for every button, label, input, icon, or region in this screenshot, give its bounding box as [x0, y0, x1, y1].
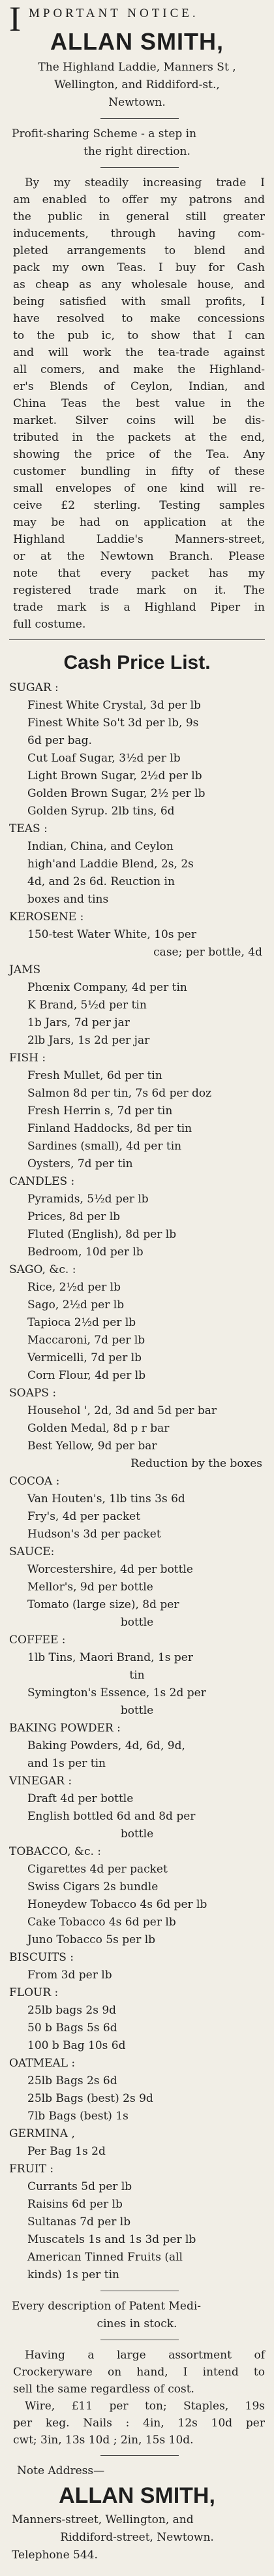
price-item: 4d, and 2s 6d. Reuction in: [27, 875, 175, 888]
body-line: the public in general still greater: [13, 210, 265, 223]
price-item: 7lb Bags (best) 1s: [27, 2110, 129, 2123]
price-item: Per Bag 1s 2d: [27, 2145, 106, 2158]
divider: [100, 2455, 179, 2456]
price-item: Van Houten's, 1lb tins 3s 6d: [27, 1492, 185, 1505]
price-item: 150-test Water White, 10s per: [27, 928, 196, 941]
body-line: Highland Laddie's Manners-street,: [13, 533, 265, 546]
price-item: Raisins 6d per lb: [27, 2198, 123, 2211]
telephone: Telephone 544.: [12, 2549, 98, 2562]
price-category: BAKING POWDER :: [9, 1722, 121, 1735]
body-line: inducements, through having com-: [13, 227, 265, 240]
price-item: Corn Flour, 4d per lb: [27, 1369, 146, 1382]
price-category: TEAS :: [9, 822, 48, 835]
price-item: 1lb Tins, Maori Brand, 1s per: [27, 1651, 193, 1664]
closing-line: sell the same regardless of cost.: [13, 2383, 194, 2396]
price-category: KEROSENE :: [9, 910, 84, 924]
body-line: ceive £2 sterling. Testing samples: [13, 499, 265, 512]
price-item: Tomato (large size), 8d per: [27, 1598, 179, 1611]
price-item: Draft 4d per bottle: [27, 1792, 134, 1805]
closing-line: cwt; 3in, 13s 10d ; 2in, 15s 10d.: [13, 2434, 194, 2447]
footer-address: Manners-street, Wellington, and: [12, 2513, 194, 2526]
price-item: 50 b Bags 5s 6d: [27, 2021, 117, 2035]
price-category: GERMINA ,: [9, 2127, 75, 2140]
price-item: boxes and tins: [27, 893, 109, 906]
price-item: Prices, 8d per lb: [27, 1210, 121, 1223]
address-line: Newtown.: [108, 96, 166, 109]
price-category: SAUCE:: [9, 1545, 55, 1558]
patent-medicines-line: cines in stock.: [97, 2317, 177, 2330]
notice-title: MPORTANT NOTICE.: [29, 7, 199, 20]
price-item: Fluted (English), 8d per lb: [27, 1228, 177, 1241]
price-category: FISH :: [9, 1052, 46, 1065]
price-item: From 3d per lb: [27, 1969, 112, 1982]
merchant-name-footer: ALLAN SMITH,: [59, 2483, 215, 2508]
address-line: The Highland Laddie, Manners St ,: [38, 61, 236, 74]
price-category: COFFEE :: [9, 1634, 66, 1647]
price-category: FLOUR :: [9, 1986, 59, 1999]
closing-line: Crockeryware on hand, I intend to: [13, 2366, 265, 2379]
price-item: Cut Loaf Sugar, 3½d per lb: [27, 752, 181, 765]
price-category: SOAPS :: [9, 1387, 57, 1400]
price-item: Cake Tobacco 4s 6d per lb: [27, 1916, 176, 1929]
body-line: By my steadily increasing trade I: [25, 176, 265, 189]
price-item: Maccaroni, 7d per lb: [27, 1334, 145, 1347]
price-item: 1b Jars, 7d per jar: [27, 1016, 130, 1029]
body-line: pack my own Teas. I buy for Cash: [13, 261, 265, 274]
body-line: full costume.: [13, 618, 86, 631]
price-item: 100 b Bag 10s 6d: [27, 2039, 126, 2052]
price-item: case; per bottle, 4d: [153, 946, 262, 959]
price-item: American Tinned Fruits (all: [27, 2251, 183, 2264]
closing-line: Wire, £11 per ton; Staples, 19s: [25, 2400, 265, 2413]
price-list: [9, 679, 265, 2284]
body-line: China Teas the best value in the: [13, 397, 265, 410]
body-line: and will work the tea-trade against: [13, 346, 265, 359]
body-line: have resolved to make concessions: [13, 312, 265, 325]
price-item: Tapioca 2½d per lb: [27, 1316, 136, 1329]
divider: [9, 639, 265, 640]
price-list-title: Cash Price List.: [63, 652, 211, 673]
price-category: SUGAR :: [9, 681, 59, 694]
address-line: Wellington, and Riddiford-st.,: [54, 78, 220, 91]
price-item: Rice, 2½d per lb: [27, 1281, 121, 1294]
price-item: 25lb Bags 2s 6d: [27, 2074, 117, 2087]
body-line: showing the price of the Tea. Any: [13, 448, 265, 461]
price-item: Salmon 8d per tin, 7s 6d per doz: [27, 1087, 212, 1100]
body-line: or at the Newtown Branch. Please: [13, 550, 265, 563]
price-item: tin: [129, 1669, 145, 1682]
body-line: customer bundling in fifty of these: [13, 465, 265, 478]
price-item: Golden Brown Sugar, 2½ per lb: [27, 787, 206, 800]
price-item: Mellor's, 9d per bottle: [27, 1581, 153, 1594]
advertisement-column: [7, 0, 267, 2573]
divider: [100, 118, 179, 119]
price-item: bottle: [120, 1827, 154, 1841]
price-item: Vermicelli, 7d per lb: [27, 1351, 142, 1364]
price-item: Sardines (small), 4d per tin: [27, 1140, 182, 1153]
price-item: high'and Laddie Blend, 2s, 2s: [27, 858, 194, 871]
price-item: Pyramids, 5½d per lb: [27, 1193, 149, 1206]
body-line: all comers, and make the Highland-: [13, 363, 265, 376]
price-category: TOBACCO, &c. :: [9, 1845, 101, 1858]
notice-body: [9, 174, 265, 633]
price-item: Sago, 2½d per lb: [27, 1298, 125, 1312]
price-item: 25lb Bags (best) 2s 9d: [27, 2092, 153, 2105]
body-line: market. Silver coins will be dis-: [13, 414, 265, 427]
price-item: Reduction by the boxes: [130, 1457, 262, 1470]
note-address: Note Address—: [17, 2464, 105, 2477]
patent-medicines-line: Every description of Patent Medi-: [12, 2300, 202, 2313]
profit-sharing-heading: Profit-sharing Scheme - a step in: [12, 127, 197, 140]
price-item: and 1s per tin: [27, 1757, 106, 1770]
price-category: COCOA :: [9, 1475, 60, 1488]
body-line: to the pub ic, to show that I can: [13, 329, 265, 342]
price-item: Sultanas 7d per lb: [27, 2215, 131, 2229]
body-line: as cheap as any wholesale house, and: [13, 278, 265, 291]
price-item: Fresh Herrin s, 7d per tin: [27, 1104, 173, 1118]
price-item: K Brand, 5½d per tin: [27, 999, 147, 1012]
price-item: Symington's Essence, 1s 2d per: [27, 1686, 206, 1699]
price-item: Finest White So't 3d per lb, 9s: [27, 716, 199, 730]
drop-cap: I: [9, 0, 21, 39]
closing-line: per keg. Nails : 4in, 12s 10d per: [13, 2417, 265, 2430]
price-item: Worcestershire, 4d per bottle: [27, 1563, 193, 1576]
merchant-name: ALLAN SMITH,: [50, 28, 224, 55]
price-item: Indian, China, and Ceylon: [27, 840, 174, 853]
body-line: registered trade mark on it. The: [13, 584, 265, 597]
price-item: Bedroom, 10d per lb: [27, 1246, 144, 1259]
price-category: JAMS: [9, 963, 41, 976]
price-item: Finest White Crystal, 3d per lb: [27, 699, 201, 712]
price-category: OATMEAL :: [9, 2057, 76, 2070]
price-category: FRUIT :: [9, 2163, 54, 2176]
price-item: Golden Syrup. 2lb tins, 6d: [27, 805, 175, 818]
body-line: being satisfied with small profits, I: [13, 295, 265, 308]
price-item: bottle: [120, 1704, 154, 1717]
body-line: am enabled to offer my patrons and: [13, 193, 265, 206]
price-item: 25lb bags 2s 9d: [27, 2004, 117, 2017]
body-line: er's Blends of Ceylon, Indian, and: [13, 380, 265, 393]
price-item: Cigarettes 4d per packet: [27, 1863, 168, 1876]
body-line: pleted arrangements to blend and: [13, 244, 265, 257]
price-item: bottle: [120, 1616, 154, 1629]
body-line: small envelopes of one kind will re-: [13, 482, 265, 495]
body-line: note that every packet has my: [13, 567, 265, 580]
price-category: VINEGAR :: [9, 1775, 72, 1788]
price-item: Muscatels 1s and 1s 3d per lb: [27, 2233, 196, 2246]
price-item: Swiss Cigars 2s bundle: [27, 1880, 159, 1893]
price-item: 2lb Jars, 1s 2d per jar: [27, 1034, 150, 1047]
body-line: may be had on application at the: [13, 516, 265, 529]
price-item: Juno Tobacco 5s per lb: [27, 1933, 156, 1946]
notice-heading: [9, 0, 265, 39]
price-item: Golden Medal, 8d p r bar: [27, 1422, 170, 1435]
price-category: CANDLES :: [9, 1175, 75, 1188]
closing-line: Having a large assortment of: [25, 2349, 265, 2362]
price-item: Hudson's 3d per packet: [27, 1528, 161, 1541]
price-item: kinds) 1s per tin: [27, 2268, 119, 2281]
price-item: Light Brown Sugar, 2½d per lb: [27, 769, 202, 782]
price-item: Phœnix Company, 4d per tin: [27, 981, 187, 994]
price-item: Currants 5d per lb: [27, 2180, 132, 2193]
price-item: 6d per bag.: [27, 734, 92, 747]
price-item: Baking Powders, 4d, 6d, 9d,: [27, 1739, 185, 1752]
price-item: Fry's, 4d per packet: [27, 1510, 141, 1523]
price-item: Oysters, 7d per tin: [27, 1157, 133, 1170]
closing-paragraph: [9, 2347, 265, 2449]
price-item: Househol ', 2d, 3d and 5d per bar: [27, 1404, 217, 1417]
body-line: trade mark is a Highland Piper in: [13, 601, 265, 614]
profit-sharing-subheading: the right direction.: [84, 145, 190, 158]
price-item: Fresh Mullet, 6d per tin: [27, 1069, 162, 1082]
body-line: tributed in the packets at the end,: [13, 431, 265, 444]
footer-address: Riddiford-street, Newtown.: [60, 2531, 214, 2544]
price-item: English bottled 6d and 8d per: [27, 1810, 196, 1823]
price-item: Honeydew Tobacco 4s 6d per lb: [27, 1898, 207, 1911]
price-category: SAGO, &c. :: [9, 1263, 76, 1276]
price-item: Best Yellow, 9d per bar: [27, 1440, 157, 1453]
price-item: Finland Haddocks, 8d per tin: [27, 1122, 192, 1135]
price-category: BISCUITS :: [9, 1951, 74, 1964]
divider: [100, 167, 179, 168]
